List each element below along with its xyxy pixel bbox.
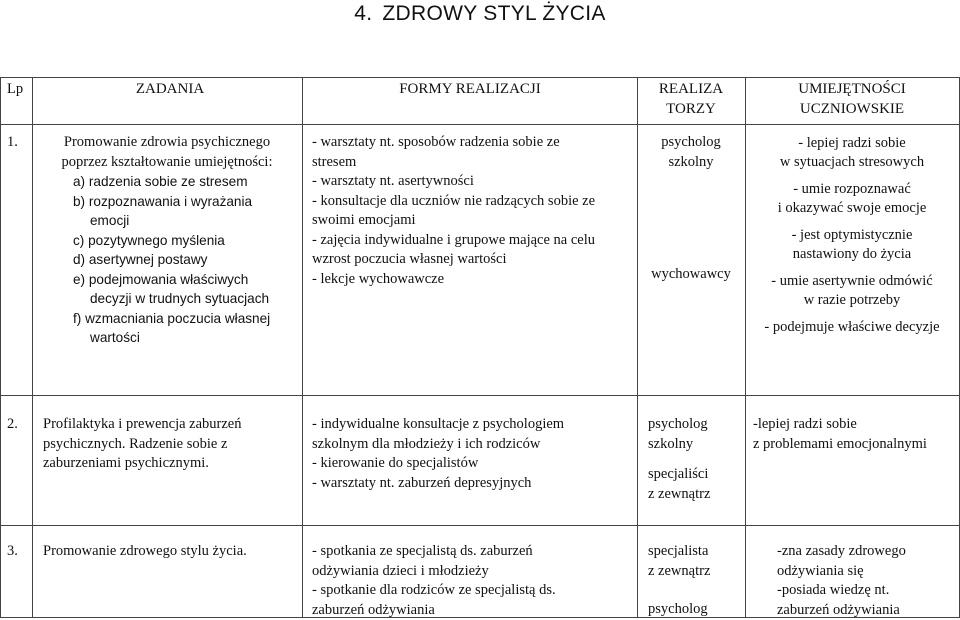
header-umiejetnosci-line-2: UCZNIOWSKIE (745, 100, 959, 120)
realizer-line: szkolny (637, 153, 745, 173)
row1-forms (312, 133, 634, 289)
realizer-line: z zewnątrz (648, 562, 744, 582)
header-realizatorzy-line-1: REALIZA (637, 80, 745, 100)
skill-line: - jest optymistycznie (745, 226, 959, 245)
row2-task (43, 415, 298, 474)
form-line: zaburzeń odżywiania (312, 601, 634, 620)
page-title (0, 2, 960, 26)
row3-skills (777, 542, 957, 620)
skill-line: -zna zasady zdrowego (777, 542, 957, 562)
row3-lp: 3. (7, 542, 18, 562)
row3-task (43, 542, 298, 562)
realizer-line: psycholog (648, 415, 744, 435)
header-umiejetnosci-line-1: UMIEJĘTNOŚCI (745, 80, 959, 100)
row1-subtask-list (73, 172, 270, 348)
header-realizatorzy (637, 80, 745, 119)
row2-realizers (648, 415, 744, 504)
row2-forms (312, 415, 634, 493)
column-divider-2 (302, 77, 303, 618)
form-line: - konsultacje dla uczniów nie radzących sobie ze (312, 192, 634, 212)
table-header-divider (0, 124, 960, 125)
row2-skills (753, 415, 957, 454)
header-lp: Lp (7, 80, 23, 100)
table-border-left (0, 77, 1, 618)
skill-line: - podejmuje właściwe decyzje (745, 318, 959, 337)
form-line: - warsztaty nt. sposobów radzenia sobie ze (312, 133, 634, 153)
form-line: - warsztaty nt. zaburzeń depresyjnych (312, 474, 634, 494)
header-realizatorzy-line-2: TORZY (637, 100, 745, 120)
form-line: - kierowanie do specjalistów (312, 454, 634, 474)
table-border-top (0, 77, 960, 78)
subtask-a: a) radzenia sobie ze stresem (73, 172, 270, 192)
row1-realizers-top (637, 133, 745, 172)
skill-line: - umie rozpoznawać (745, 180, 959, 199)
task-line: Promowanie zdrowego stylu życia. (43, 542, 298, 562)
skill-item (745, 134, 959, 172)
form-line: - indywidualne konsultacje z psychologiem (312, 415, 634, 435)
table-row-divider-2 (0, 525, 960, 526)
form-line: wzrost poczucia własnej wartości (312, 250, 634, 270)
subtask-e-cont: decyzji w trudnych sytuacjach (73, 289, 270, 309)
subtask-b-cont: emocji (73, 211, 270, 231)
skill-line: -lepiej radzi sobie (753, 415, 957, 435)
task-line: Profilaktyka i prewencja zaburzeń (43, 415, 298, 435)
skill-line: - lepiej radzi sobie (745, 134, 959, 153)
row3-realizers (648, 542, 744, 620)
header-formy-realizacji: FORMY REALIZACJI (370, 80, 570, 100)
task-line: poprzez kształtowanie umiejętności: (32, 153, 302, 173)
header-umiejetnosci (745, 80, 959, 119)
form-line: - lekcje wychowawcze (312, 270, 634, 290)
skill-line: z problemami emocjonalnymi (753, 435, 957, 455)
skill-item (745, 226, 959, 264)
skill-line: nastawiony do życia (745, 245, 959, 264)
skill-line: -posiada wiedzę nt. (777, 581, 957, 601)
subtask-e: e) podejmowania właściwych (73, 270, 270, 290)
row1-realizers-bottom (637, 265, 745, 285)
form-line: - spotkania ze specjalistą ds. zaburzeń (312, 542, 634, 562)
realizer-line: specjaliści (648, 465, 744, 485)
subtask-c: c) pozytywnego myślenia (73, 231, 270, 251)
row1-lp: 1. (7, 133, 18, 153)
form-line: - spotkanie dla rodziców ze specjalistą ds. (312, 581, 634, 601)
skill-item (745, 272, 959, 310)
form-line: swoimi emocjami (312, 211, 634, 231)
header-zadania: ZADANIA (110, 80, 230, 100)
realizer-line: wychowawcy (637, 265, 745, 285)
section-number: 4. (354, 2, 372, 25)
skill-item (745, 180, 959, 218)
skill-item (745, 318, 959, 337)
realizer-line: z zewnątrz (648, 485, 744, 505)
row2-lp: 2. (7, 415, 18, 435)
form-line: szkolnym dla młodzieży i ich rodziców (312, 435, 634, 455)
task-line: Promowanie zdrowia psychicznego (32, 133, 302, 153)
skill-line: odżywiania się (777, 562, 957, 582)
section-title: ZDROWY STYL ŻYCIA (382, 2, 605, 25)
subtask-f-cont: wartości (73, 328, 270, 348)
realizer-line: psycholog (648, 600, 744, 620)
realizer-line: psycholog (637, 133, 745, 153)
row1-task (32, 133, 302, 172)
table-row-divider-1 (0, 395, 960, 396)
form-line: odżywiania dzieci i młodzieży (312, 562, 634, 582)
skill-line: w sytuacjach stresowych (745, 153, 959, 172)
row3-forms (312, 542, 634, 620)
realizer-line: szkolny (648, 435, 744, 455)
form-line: stresem (312, 153, 634, 173)
subtask-d: d) asertywnej postawy (73, 250, 270, 270)
task-line: psychicznych. Radzenie sobie z (43, 435, 298, 455)
realizer-line: specjalista (648, 542, 744, 562)
skill-line: - umie asertywnie odmówić (745, 272, 959, 291)
form-line: - zajęcia indywidualne i grupowe mające na celu (312, 231, 634, 251)
row1-skills (745, 134, 959, 337)
task-line: zaburzeniami psychicznymi. (43, 454, 298, 474)
skill-line: i okazywać swoje emocje (745, 199, 959, 218)
subtask-f: f) wzmacniania poczucia własnej (73, 309, 270, 329)
skill-line: zaburzeń odżywiania (777, 601, 957, 620)
subtask-b: b) rozpoznawania i wyrażania (73, 192, 270, 212)
form-line: - warsztaty nt. asertywności (312, 172, 634, 192)
skill-line: w razie potrzeby (745, 291, 959, 310)
